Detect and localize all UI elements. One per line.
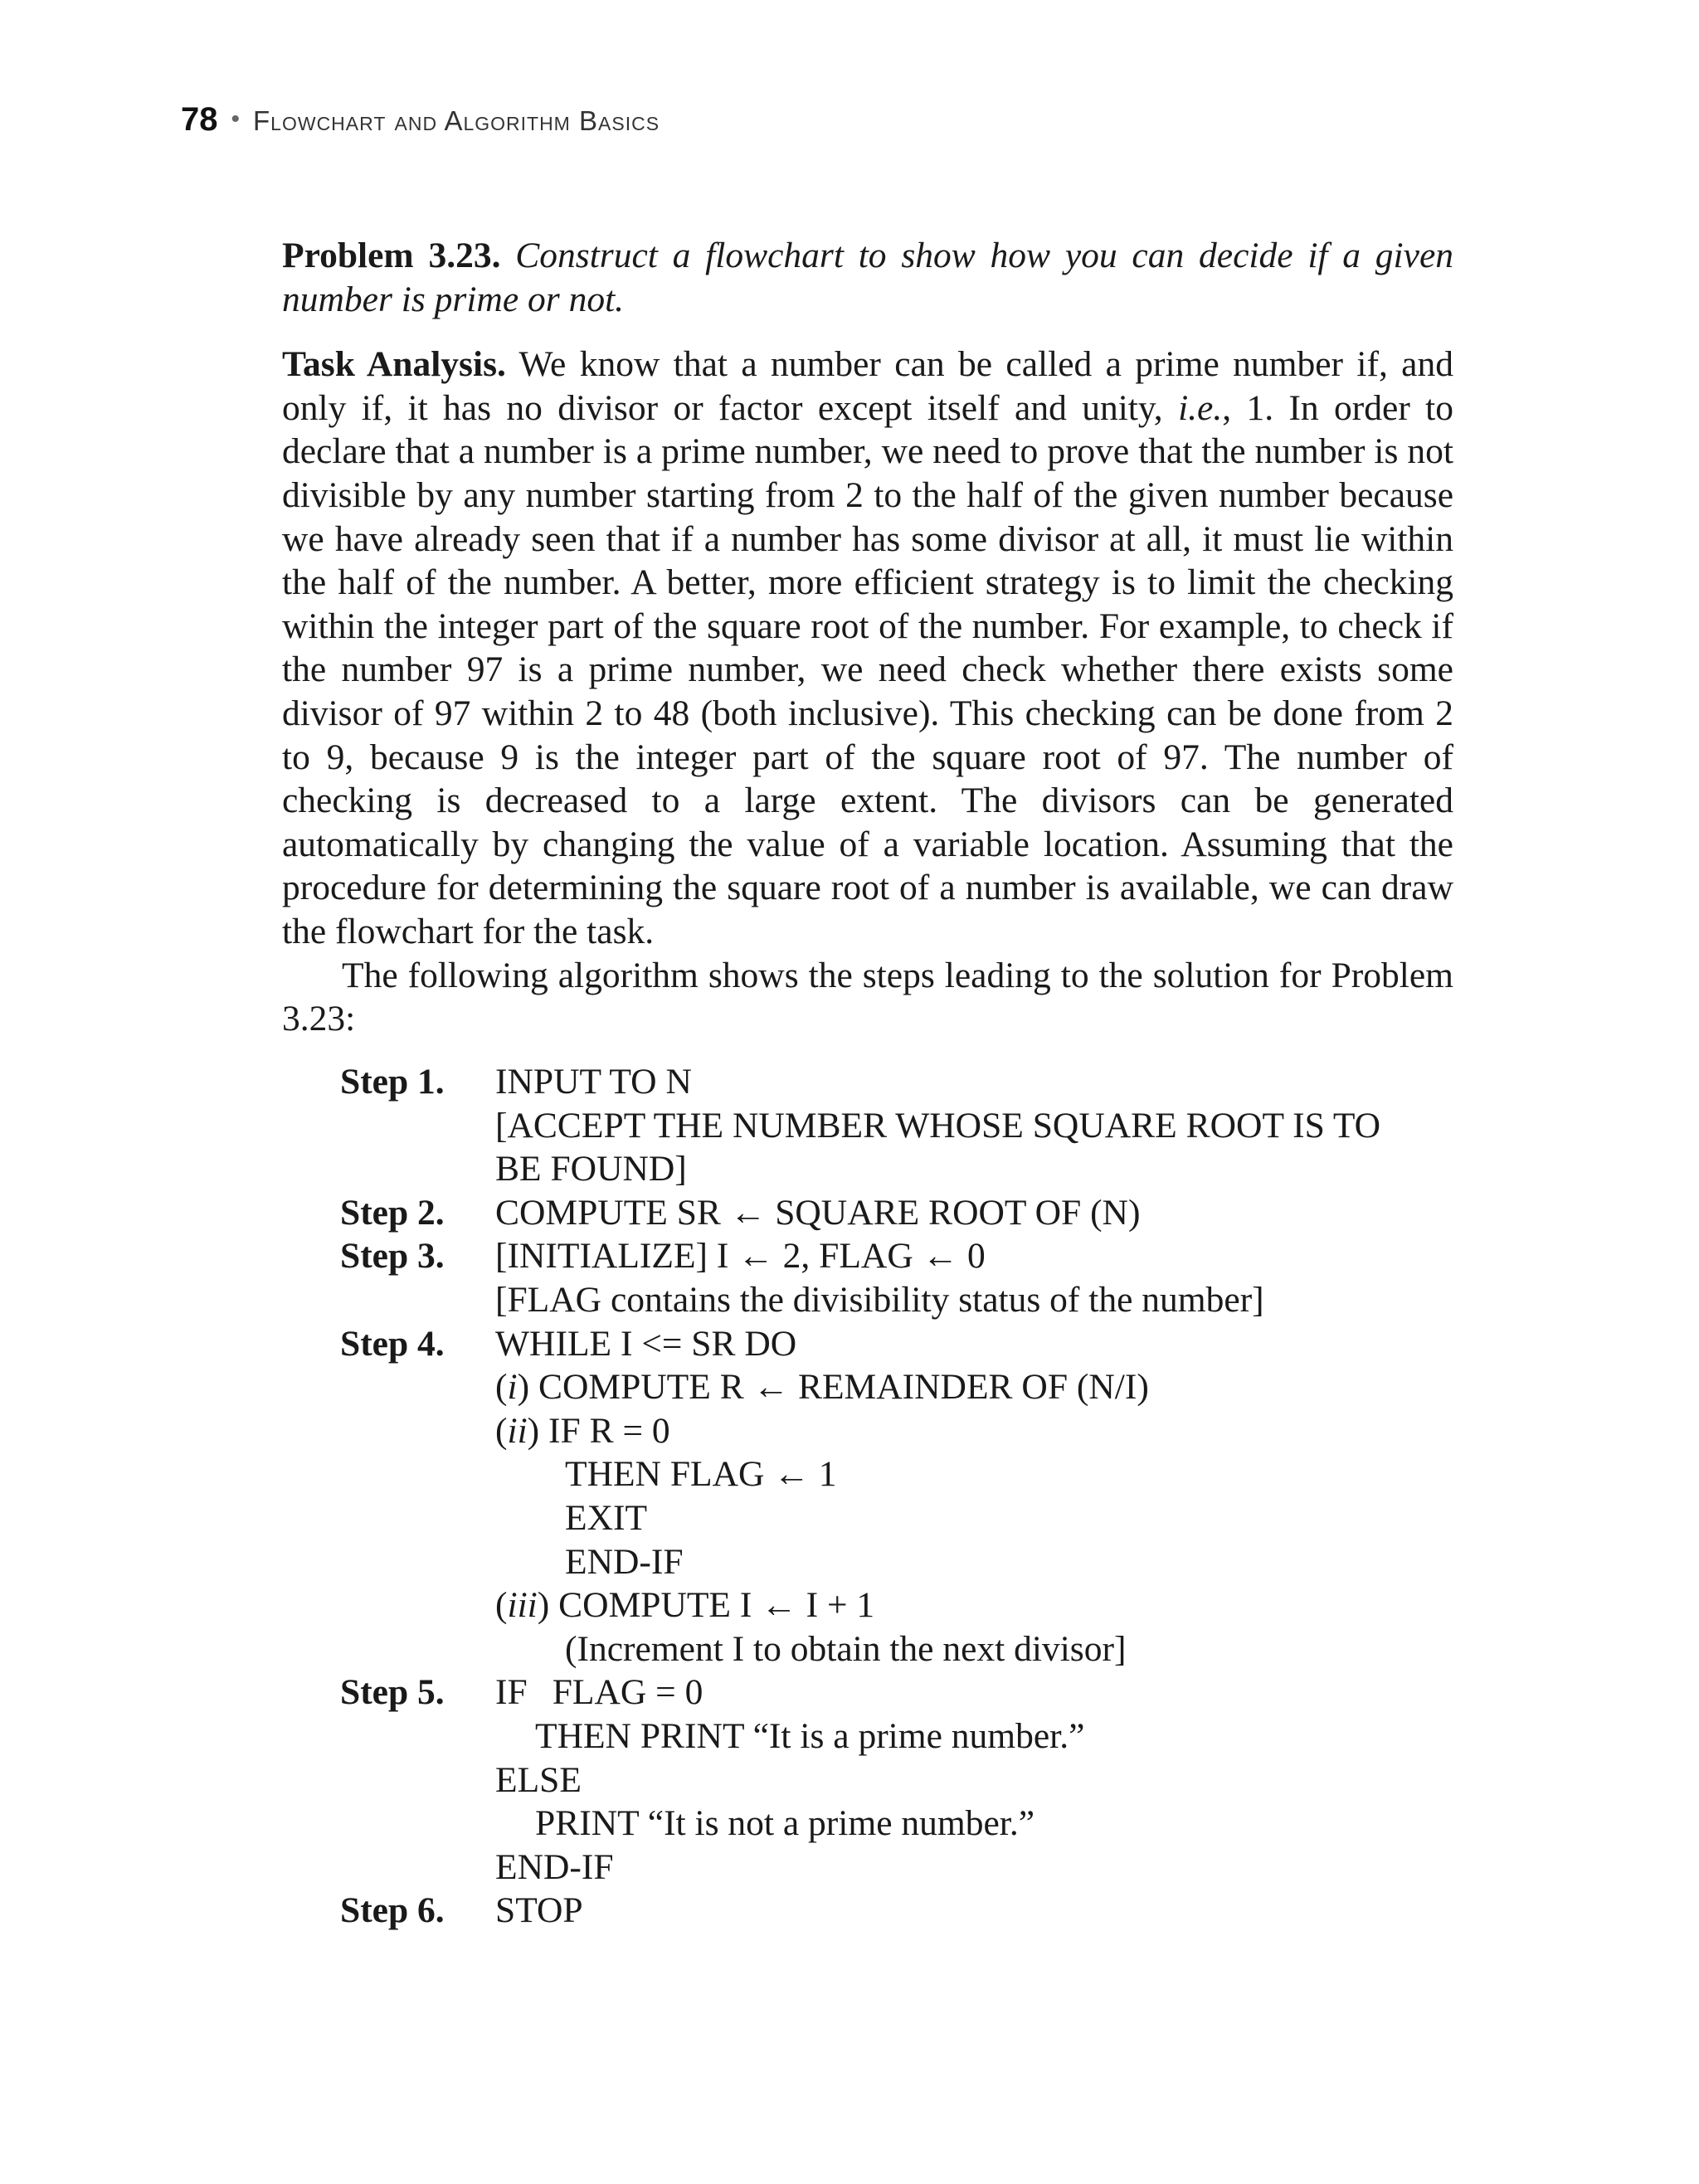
roman-marker: i <box>507 1367 518 1408</box>
step-label-spacer <box>340 1846 495 1890</box>
task-analysis-text-2: , 1. In order to declare that a number is a prime number, we need to prove that the number is not divisible by any number starting from 2 to the half of the given number because we have already seen that if a number has some divisor at all, it must lie within the half of the number. A better, more efficient strategy is to limit the checking within the integer part of the square root of the number. For example, to check if the number 97 is a prime number, we need check whether there exists some divisor of 97 within 2 to 48 (both inclusive). This checking can be done from 2 to 9, because 9 is the integer part of the square root of 97. The number of checking is decreased to a large extent. The divisors can be generated automatically by changing the value of a variable location. Assuming that the procedure for determining the square root of a number is available, we can draw the flowchart for the task. <box>282 387 1454 951</box>
algorithm-block <box>340 1060 1460 1933</box>
task-analysis-paragraph <box>282 343 1453 953</box>
step-line: WHILE I <= SR DO <box>495 1323 797 1364</box>
step-label-spacer <box>340 1627 495 1671</box>
algorithm-intro: The following algorithm shows the steps leading to the solution for Problem 3.23: <box>282 955 1453 1039</box>
step-label-spacer <box>340 1365 495 1409</box>
task-analysis-text-1: We know that a number can be called a prime number if, and only if, it has no divisor or factor except itself and unity, <box>282 344 1453 428</box>
step-label-spacer <box>340 1715 495 1758</box>
task-analysis-label: Task Analysis. <box>282 344 506 385</box>
step-sub-text: COMPUTE I ← I + 1 <box>558 1585 875 1626</box>
problem-text: Construct a flowchart to show how you can decide if a given number is prime or not. <box>282 236 1454 319</box>
header-bullet: • <box>231 105 241 133</box>
step-line: (iii) COMPUTE I ← I + 1 <box>495 1585 875 1626</box>
step-label-spacer <box>340 1583 495 1627</box>
step-line: (ii) IF R = 0 <box>495 1410 670 1451</box>
if-condition: FLAG = 0 <box>552 1672 703 1713</box>
step-line: [INITIALIZE] I ← 2, FLAG ← 0 <box>495 1236 986 1277</box>
step-4-sub-iii <box>340 1583 1460 1627</box>
step-line: INPUT TO N <box>495 1062 692 1102</box>
step-line: (Increment I to obtain the next divisor] <box>565 1628 1127 1669</box>
step-line: [FLAG contains the divisibility status of the number] <box>495 1279 1264 1320</box>
step-label-spacer <box>340 1409 495 1453</box>
step-4-endif <box>340 1540 1460 1584</box>
step-5-endif <box>340 1846 1460 1890</box>
step-sub-text: COMPUTE R ← REMAINDER OF (N/I) <box>538 1367 1149 1408</box>
step-label-spacer <box>340 1278 495 1322</box>
step-label-spacer <box>340 1540 495 1584</box>
step-line: [ACCEPT THE NUMBER WHOSE SQUARE ROOT IS TO <box>495 1105 1381 1146</box>
step-5 <box>340 1671 1460 1715</box>
roman-marker: iii <box>507 1585 538 1626</box>
step-label: Step 2. <box>340 1192 445 1233</box>
running-header <box>181 101 660 139</box>
step-5-then <box>340 1715 1460 1758</box>
step-2 <box>340 1191 1460 1235</box>
page-number: 78 <box>181 101 218 138</box>
step-3 <box>340 1234 1460 1278</box>
step-label-spacer <box>340 1496 495 1540</box>
step-line: STOP <box>495 1890 583 1931</box>
step-label-spacer <box>340 1147 495 1191</box>
step-1-comment-line-1 <box>340 1104 1460 1148</box>
step-line: (i) COMPUTE R ← REMAINDER OF (N/I) <box>495 1367 1149 1408</box>
chapter-title: Flowchart and Algorithm Basics <box>253 105 660 136</box>
ie-abbrev: i.e. <box>1178 387 1223 428</box>
step-line <box>495 1671 1460 1715</box>
step-label-spacer <box>340 1104 495 1148</box>
step-line: THEN FLAG ← 1 <box>565 1454 837 1495</box>
step-line: PRINT “It is not a prime number.” <box>535 1803 1035 1844</box>
step-label: Step 4. <box>340 1323 445 1364</box>
step-line: END-IF <box>495 1846 614 1887</box>
step-label: Step 5. <box>340 1672 445 1713</box>
step-5-print <box>340 1802 1460 1846</box>
body-text <box>282 234 1453 1041</box>
step-4-note <box>340 1627 1460 1671</box>
step-line: END-IF <box>565 1541 684 1582</box>
problem-label: Problem 3.23. <box>282 236 501 275</box>
step-line: THEN PRINT “It is a prime number.” <box>535 1715 1085 1756</box>
step-3-comment <box>340 1278 1460 1322</box>
step-4 <box>340 1322 1460 1366</box>
if-keyword: IF <box>495 1672 528 1713</box>
step-label-spacer <box>340 1758 495 1802</box>
step-4-sub-i <box>340 1365 1460 1409</box>
roman-marker: ii <box>507 1410 528 1451</box>
step-line: ELSE <box>495 1759 582 1800</box>
step-label-spacer <box>340 1452 495 1496</box>
step-1 <box>340 1060 1460 1104</box>
step-sub-text: IF R = 0 <box>548 1410 670 1451</box>
step-label: Step 6. <box>340 1890 445 1931</box>
step-4-then <box>340 1452 1460 1496</box>
step-label-spacer <box>340 1802 495 1846</box>
step-line: EXIT <box>565 1497 648 1538</box>
step-label: Step 1. <box>340 1062 445 1102</box>
step-line: BE FOUND] <box>495 1149 687 1189</box>
step-line: COMPUTE SR ← SQUARE ROOT OF (N) <box>495 1192 1141 1233</box>
step-label: Step 3. <box>340 1236 445 1277</box>
step-4-sub-ii <box>340 1409 1460 1453</box>
step-5-else <box>340 1758 1460 1802</box>
step-6 <box>340 1889 1460 1933</box>
step-1-comment-line-2 <box>340 1147 1460 1191</box>
problem-statement <box>282 234 1453 321</box>
step-4-exit <box>340 1496 1460 1540</box>
